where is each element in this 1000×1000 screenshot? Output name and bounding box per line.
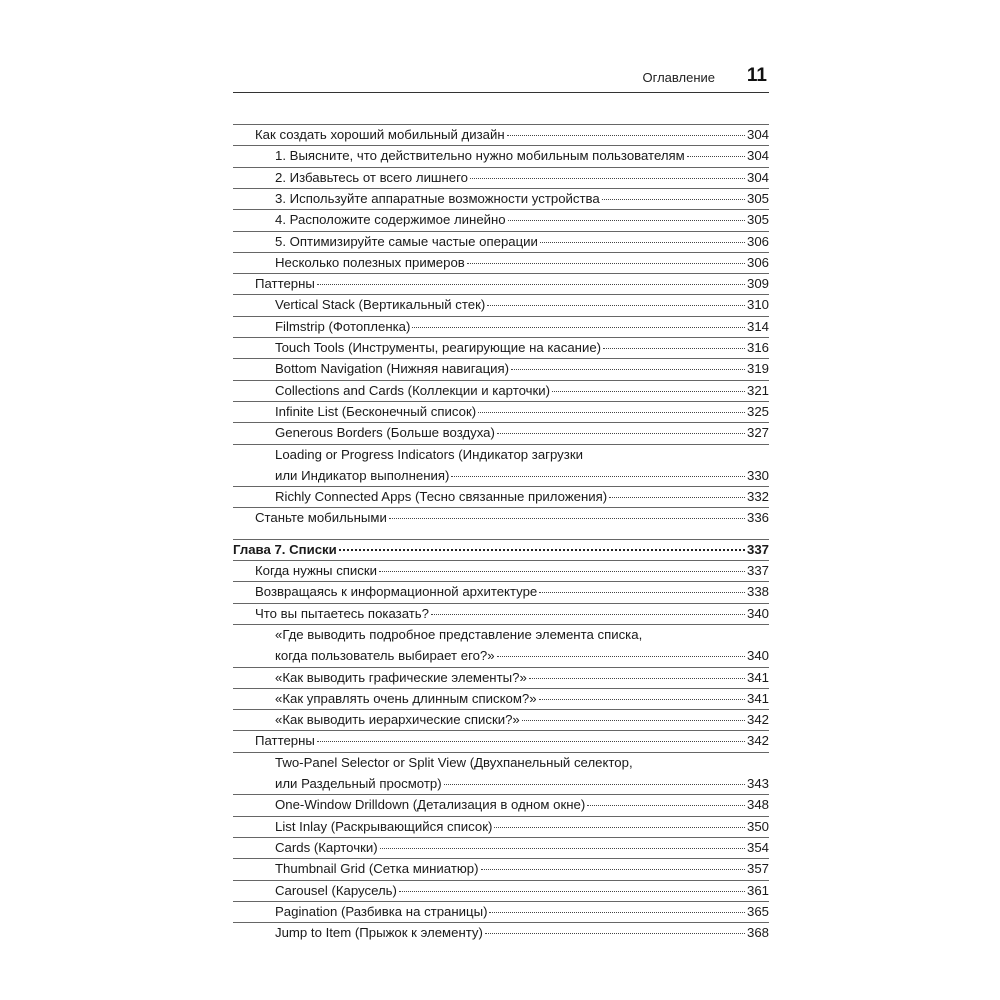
toc-page-number: 338 xyxy=(746,584,769,600)
toc-page-number: 341 xyxy=(746,669,769,685)
toc-page-number: 304 xyxy=(746,148,769,164)
toc-chapter xyxy=(233,539,769,560)
toc-entry xyxy=(233,124,769,145)
leader-dots xyxy=(539,699,745,700)
toc-entry-line xyxy=(275,422,769,443)
toc-entry-line xyxy=(275,401,769,422)
leader-dots xyxy=(511,369,745,370)
toc-entry-title: Carousel (Карусель) xyxy=(275,882,397,898)
toc-page-number: 365 xyxy=(746,903,769,919)
toc-entry xyxy=(233,624,769,667)
toc-entry xyxy=(233,486,769,507)
toc-page-number: 336 xyxy=(746,510,769,526)
toc-page-number: 306 xyxy=(746,254,769,270)
toc-entry-line xyxy=(255,560,769,581)
toc-page-number: 330 xyxy=(746,467,769,483)
toc-page-number: 316 xyxy=(746,340,769,355)
toc-entry-title-line1: Loading or Progress Indicators (Индикатор загрузки xyxy=(275,446,583,462)
toc-page-number: 327 xyxy=(746,425,769,441)
toc-page-number: 368 xyxy=(746,925,769,941)
leader-dots xyxy=(602,199,745,200)
toc-page-number: 337 xyxy=(746,563,769,578)
toc-entry-title: Filmstrip (Фотопленка) xyxy=(275,318,411,334)
toc-entry-title: Jump to Item (Прыжок к элементу) xyxy=(275,925,483,941)
toc-entry-title: 5. Оптимизируйте самые частые операции xyxy=(275,233,538,249)
toc-entry-title: 4. Расположите содержимое линейно xyxy=(275,212,506,228)
toc-entry xyxy=(233,209,769,230)
toc-entry-title: Когда нужны списки xyxy=(255,563,378,578)
toc-entry-title: Collections and Cards (Коллекции и карточки) xyxy=(275,382,551,398)
toc-page-number: 321 xyxy=(746,382,769,398)
toc-entry xyxy=(233,316,769,337)
toc-entry-title: Станьте мобильными xyxy=(255,510,387,526)
toc-entry-title: One-Window Drilldown (Детализация в одном окне) xyxy=(275,797,586,813)
toc-entry-line xyxy=(275,901,769,922)
toc-entry-line xyxy=(275,294,769,315)
toc-page-number: 340 xyxy=(746,605,769,621)
toc-entry-line xyxy=(275,252,769,273)
toc-page-number: 332 xyxy=(746,489,769,505)
toc-entry-title: Bottom Navigation (Нижняя навигация) xyxy=(275,361,510,377)
toc-entry-title: или Раздельный просмотр) xyxy=(275,775,442,791)
toc-entry xyxy=(233,880,769,901)
leader-dots xyxy=(522,720,745,721)
toc-page-number: 337 xyxy=(746,541,769,557)
toc-page-number: 350 xyxy=(746,818,769,834)
toc-entry xyxy=(233,922,769,943)
leader-dots xyxy=(539,592,745,593)
toc-entry-line xyxy=(275,358,769,379)
toc-entry-line xyxy=(275,816,769,837)
leader-dots xyxy=(487,305,745,306)
toc-entry xyxy=(233,688,769,709)
leader-dots xyxy=(494,827,745,828)
toc-entry-title: Thumbnail Grid (Сетка миниатюр) xyxy=(275,861,479,877)
toc-entry xyxy=(233,145,769,166)
toc-entry-title: Touch Tools (Инструменты, реагирующие на касание) xyxy=(275,340,602,355)
leader-dots xyxy=(552,391,745,392)
toc-entry-title: Vertical Stack (Вертикальный стек) xyxy=(275,297,486,313)
toc-entry xyxy=(233,752,769,795)
toc-entry xyxy=(233,294,769,315)
toc-entry-line xyxy=(275,922,769,943)
toc-entry-title: Паттерны xyxy=(255,733,315,749)
toc-entry-title-line1: Two-Panel Selector or Split View (Двухпанельный селектор, xyxy=(275,754,633,770)
toc-entry xyxy=(233,730,769,751)
toc-entry-line xyxy=(275,837,769,858)
toc-entry-line xyxy=(275,337,769,358)
toc-entry-line xyxy=(275,380,769,401)
toc-entry-line xyxy=(275,188,769,209)
toc-entry xyxy=(233,603,769,624)
toc-page-number: 361 xyxy=(746,882,769,898)
leader-dots xyxy=(412,327,745,328)
toc-entry-line xyxy=(275,465,769,486)
toc-entry-line xyxy=(275,167,769,188)
toc-entry-title-line1: «Где выводить подробное представление элемента списка, xyxy=(275,626,643,642)
toc-entry-line xyxy=(275,209,769,230)
toc-entry-title: List Inlay (Раскрывающийся список) xyxy=(275,818,493,834)
toc-page-number: 309 xyxy=(746,276,769,292)
toc-page-number: 310 xyxy=(746,297,769,313)
toc-entry xyxy=(233,560,769,581)
toc-entry xyxy=(233,358,769,379)
toc-entry-line xyxy=(275,486,769,507)
toc-entry xyxy=(233,252,769,273)
toc-page-number: 304 xyxy=(746,127,769,142)
toc-entry xyxy=(233,273,769,294)
toc-page-number: 305 xyxy=(746,212,769,228)
toc-entry xyxy=(233,667,769,688)
leader-dots xyxy=(451,476,745,477)
toc-entry-title: Возвращаясь к информационной архитектуре xyxy=(255,584,538,600)
toc-entry xyxy=(233,380,769,401)
leader-dots xyxy=(540,242,745,243)
toc-entry xyxy=(233,901,769,922)
toc-entry-title: Несколько полезных примеров xyxy=(275,254,465,270)
toc-entry-line xyxy=(275,688,769,709)
leader-dots xyxy=(529,678,745,679)
header-page-number: 11 xyxy=(746,65,767,86)
toc-page-number: 306 xyxy=(746,233,769,249)
toc-entry-title: «Как выводить графические элементы?» xyxy=(275,669,527,685)
leader-dots xyxy=(317,741,745,742)
toc-entry-title: Pagination (Разбивка на страницы) xyxy=(275,903,488,919)
toc-entry-line xyxy=(275,645,769,666)
toc-entry xyxy=(233,167,769,188)
toc-entry-line xyxy=(275,880,769,901)
toc-entry-title: Что вы пытаетесь показать? xyxy=(255,605,429,621)
toc-entry-title: или Индикатор выполнения) xyxy=(275,467,450,483)
toc-entry xyxy=(233,188,769,209)
toc-entry-line xyxy=(275,709,769,730)
toc-entry-title: «Как выводить иерархические списки?» xyxy=(275,712,520,728)
toc-page-number: 354 xyxy=(746,839,769,855)
toc-entry-title: Cards (Карточки) xyxy=(275,839,378,855)
leader-dots xyxy=(389,518,745,519)
leader-dots xyxy=(609,497,745,498)
toc-page-number: 305 xyxy=(746,190,769,206)
toc-page-number: 348 xyxy=(746,797,769,813)
leader-dots xyxy=(489,912,745,913)
toc-entry-title: Паттерны xyxy=(255,276,315,292)
toc-entry-line xyxy=(255,124,769,145)
toc-entry-line xyxy=(255,581,769,602)
toc-entry-title: Richly Connected Apps (Тесно связанные приложения) xyxy=(275,489,608,505)
toc-entry xyxy=(233,231,769,252)
leader-dots xyxy=(497,656,745,657)
toc-entry-title: Infinite List (Бесконечный список) xyxy=(275,403,477,419)
toc-entry-title: 1. Выясните, что действительно нужно мобильным пользователям xyxy=(275,148,685,164)
toc-page-number: 357 xyxy=(746,861,769,877)
leader-dots xyxy=(467,263,745,264)
toc-page-number: 341 xyxy=(746,690,769,706)
toc-entry-line xyxy=(255,730,769,751)
toc-entry-title: 3. Используйте аппаратные возможности устройства xyxy=(275,190,600,206)
leader-dots xyxy=(603,348,745,349)
toc-page-number: 304 xyxy=(746,169,769,185)
leader-dots xyxy=(339,549,745,551)
toc-entry xyxy=(233,794,769,815)
toc-entry-line xyxy=(275,145,769,166)
toc-entry-line xyxy=(255,603,769,624)
leader-dots xyxy=(317,284,745,285)
toc-entry-title: «Как управлять очень длинным списком?» xyxy=(275,690,537,706)
toc-page-number: 314 xyxy=(746,318,769,334)
header-section-title: Оглавление xyxy=(642,70,715,85)
leader-dots xyxy=(470,178,745,179)
toc-page-number: 319 xyxy=(746,361,769,377)
toc-entry xyxy=(233,444,769,487)
leader-dots xyxy=(497,433,745,434)
leader-dots xyxy=(444,784,745,785)
running-header xyxy=(233,64,769,93)
toc-entry xyxy=(233,837,769,858)
toc-entry-line xyxy=(275,858,769,879)
toc-entry-title: Как создать хороший мобильный дизайн xyxy=(255,127,505,142)
leader-dots xyxy=(587,805,745,806)
toc-page-number: 343 xyxy=(746,775,769,791)
toc-page-number: 342 xyxy=(746,712,769,728)
leader-dots xyxy=(399,891,745,892)
toc-entry xyxy=(233,507,769,528)
toc-page-number: 340 xyxy=(746,648,769,664)
toc-entry-line xyxy=(255,273,769,294)
toc-entry-title: Generous Borders (Больше воздуха) xyxy=(275,425,495,441)
leader-dots xyxy=(687,156,745,157)
leader-dots xyxy=(485,933,745,934)
toc-entry-line xyxy=(233,539,769,560)
toc-entry xyxy=(233,401,769,422)
toc-entry xyxy=(233,337,769,358)
toc-page-number: 342 xyxy=(746,733,769,749)
toc-entry-title: 2. Избавьтесь от всего лишнего xyxy=(275,169,468,185)
leader-dots xyxy=(380,848,745,849)
toc-entry xyxy=(233,422,769,443)
leader-dots xyxy=(508,220,745,221)
toc-entry-title: когда пользователь выбирает его?» xyxy=(275,648,495,664)
toc-entry-line xyxy=(275,794,769,815)
leader-dots xyxy=(481,869,745,870)
toc-entry xyxy=(233,858,769,879)
toc-entry xyxy=(233,709,769,730)
leader-dots xyxy=(507,135,745,136)
leader-dots xyxy=(431,614,745,615)
leader-dots xyxy=(478,412,745,413)
toc-entry-line xyxy=(275,316,769,337)
leader-dots xyxy=(379,571,745,572)
toc-entry-line xyxy=(275,667,769,688)
chapter-title: Глава 7. Списки xyxy=(233,541,337,557)
toc-entry-line xyxy=(275,231,769,252)
toc-entry xyxy=(233,816,769,837)
toc-entry-line xyxy=(255,507,769,528)
toc-entry-line xyxy=(275,773,769,794)
toc-entry xyxy=(233,581,769,602)
toc-page-number: 325 xyxy=(746,403,769,419)
